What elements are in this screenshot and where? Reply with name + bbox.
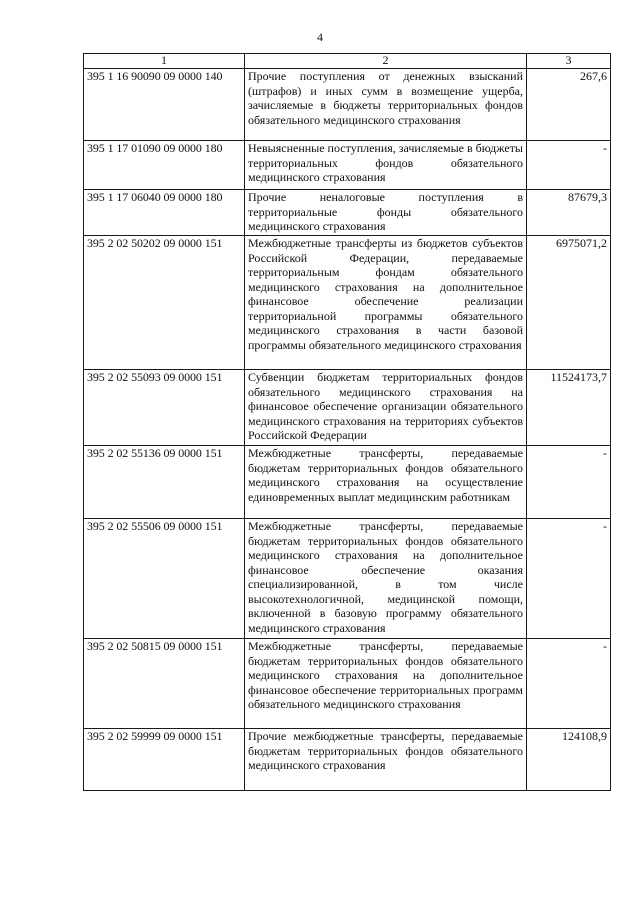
row-code: 395 1 16 90090 09 0000 140 bbox=[84, 69, 245, 141]
column-header-amount: 3 bbox=[527, 54, 611, 69]
revenue-table bbox=[83, 53, 611, 791]
column-header-description: 2 bbox=[245, 54, 527, 69]
row-code: 395 1 17 01090 09 0000 180 bbox=[84, 141, 245, 190]
row-code: 395 2 02 55136 09 0000 151 bbox=[84, 446, 245, 519]
table-header-row bbox=[84, 54, 611, 69]
row-description: Прочие межбюджетные трансферты, передаваемые бюджетам территориальных фондов обязательного медицинского страхования bbox=[245, 729, 527, 791]
row-amount: 124108,9 bbox=[527, 729, 611, 791]
row-amount: 11524173,7 bbox=[527, 370, 611, 446]
row-code: 395 2 02 55506 09 0000 151 bbox=[84, 519, 245, 639]
table-row bbox=[84, 729, 611, 791]
row-amount: 87679,3 bbox=[527, 190, 611, 236]
row-description: Межбюджетные трансферты из бюджетов субъектов Российской Федерации, передаваемые территориальным фондам обязательного медицинского страхования на дополнительное финансовое обеспечение реализации территориальной программы обязательного медицинского страхования в части базовой программы обязательного медицинского страхования bbox=[245, 236, 527, 370]
row-description: Прочие неналоговые поступления в территориальные фонды обязательного медицинского страхования bbox=[245, 190, 527, 236]
column-header-code: 1 bbox=[84, 54, 245, 69]
row-description: Межбюджетные трансферты, передаваемые бюджетам территориальных фондов обязательного медицинского страхования на дополнительное финансовое обеспечение оказания специализированной, в том числе высокотехнологичной, медицинской помощи, включенной в базовую программу обязательного медицинского страхования bbox=[245, 519, 527, 639]
row-description: Субвенции бюджетам территориальных фондов обязательного медицинского страхования на финансовое обеспечение организации обязательного медицинского страхования на территориях субъектов Российской Федерации bbox=[245, 370, 527, 446]
table-row bbox=[84, 370, 611, 446]
row-amount: 267,6 bbox=[527, 69, 611, 141]
row-code: 395 2 02 55093 09 0000 151 bbox=[84, 370, 245, 446]
row-amount: - bbox=[527, 639, 611, 729]
table-row bbox=[84, 446, 611, 519]
row-amount: 6975071,2 bbox=[527, 236, 611, 370]
row-amount: - bbox=[527, 519, 611, 639]
row-description: Прочие поступления от денежных взысканий (штрафов) и иных сумм в возмещение ущерба, зачисляемые в бюджеты территориальных фондов обязательного медицинского страхования bbox=[245, 69, 527, 141]
table-row bbox=[84, 519, 611, 639]
table-row bbox=[84, 236, 611, 370]
table-row bbox=[84, 141, 611, 190]
row-description: Межбюджетные трансферты, передаваемые бюджетам территориальных фондов обязательного медицинского страхования на осуществление единовременных выплат медицинским работникам bbox=[245, 446, 527, 519]
row-code: 395 1 17 06040 09 0000 180 bbox=[84, 190, 245, 236]
row-code: 395 2 02 59999 09 0000 151 bbox=[84, 729, 245, 791]
row-amount: - bbox=[527, 446, 611, 519]
table-row bbox=[84, 190, 611, 236]
table-row bbox=[84, 69, 611, 141]
table-row bbox=[84, 639, 611, 729]
row-code: 395 2 02 50202 09 0000 151 bbox=[84, 236, 245, 370]
row-amount: - bbox=[527, 141, 611, 190]
row-description: Межбюджетные трансферты, передаваемые бюджетам территориальных фондов обязательного медицинского страхования на дополнительное финансовое обеспечение территориальных программ обязательного медицинского страхования bbox=[245, 639, 527, 729]
row-description: Невыясненные поступления, зачисляемые в бюджеты территориальных фондов обязательного медицинского страхования bbox=[245, 141, 527, 190]
page-number: 4 bbox=[317, 30, 323, 44]
row-code: 395 2 02 50815 09 0000 151 bbox=[84, 639, 245, 729]
